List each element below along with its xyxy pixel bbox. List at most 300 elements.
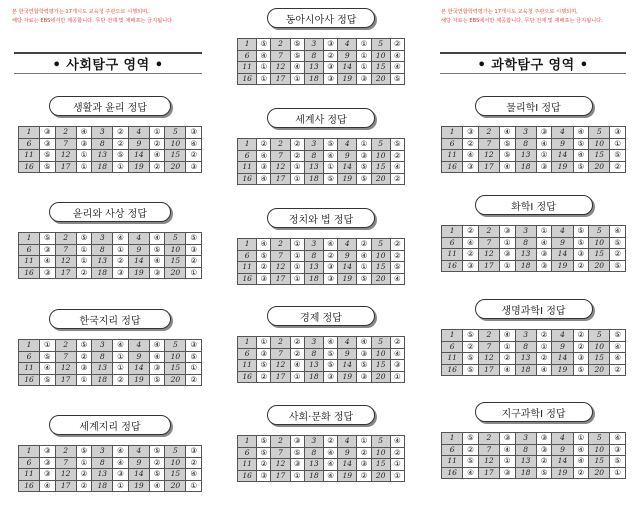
question-number: 3	[515, 433, 536, 445]
answer-value: ④	[324, 470, 338, 482]
answer-value: ③	[257, 273, 271, 285]
question-number: 6	[19, 351, 40, 363]
question-number: 13	[304, 262, 323, 274]
answer-value: ⑤	[257, 436, 271, 448]
answer-value: ⑤	[290, 50, 304, 62]
answer-value: ⑤	[40, 233, 55, 245]
question-number: 3	[304, 337, 323, 349]
answer-row	[442, 444, 626, 456]
answer-section	[237, 405, 405, 482]
answer-row	[238, 273, 405, 285]
answer-row	[19, 161, 202, 173]
answer-row	[19, 480, 202, 492]
answer-row	[238, 348, 405, 360]
answer-value: ⑤	[257, 39, 271, 51]
answer-section	[237, 208, 405, 285]
answer-value: ⑤	[463, 353, 479, 365]
question-number: 9	[128, 351, 149, 363]
answer-value: ①	[610, 467, 626, 479]
answer-value: ④	[573, 150, 589, 162]
question-number: 16	[238, 173, 257, 185]
answer-value: ①	[186, 363, 202, 375]
answer-value: ③	[40, 138, 55, 150]
question-number: 5	[371, 337, 390, 349]
question-number: 12	[478, 150, 499, 162]
answer-value: ④	[536, 237, 552, 249]
question-number: 14	[552, 150, 573, 162]
answer-value: ②	[257, 262, 271, 274]
question-number: 13	[515, 150, 536, 162]
answer-value: ②	[149, 457, 164, 469]
answer-row	[238, 239, 405, 251]
question-number: 7	[55, 457, 76, 469]
answer-value: ③	[40, 127, 55, 139]
answer-value: ②	[610, 364, 626, 376]
question-number: 6	[19, 138, 40, 150]
question-number: 2	[478, 433, 499, 445]
answer-value: ⑤	[186, 233, 202, 245]
question-number: 4	[338, 39, 357, 51]
question-number: 18	[515, 364, 536, 376]
answer-value: ④	[463, 467, 479, 479]
answer-value: ③	[324, 62, 338, 74]
question-number: 7	[478, 341, 499, 353]
answer-value: ②	[186, 150, 202, 162]
question-number: 11	[238, 62, 257, 74]
question-number: 20	[165, 374, 186, 386]
answer-value: ④	[113, 340, 128, 352]
notice-line: 본 한국연합학력평가는 17개시도 교육청 주관으로 시행되며,	[441, 9, 578, 15]
question-number: 1	[442, 127, 463, 139]
answer-section	[441, 299, 626, 376]
question-number: 3	[92, 340, 113, 352]
question-number: 15	[165, 469, 186, 481]
answer-value: ⑤	[149, 446, 164, 458]
question-number: 20	[371, 173, 390, 185]
question-number: 15	[371, 360, 390, 372]
answer-value: ⑤	[610, 150, 626, 162]
question-number: 20	[371, 371, 390, 383]
question-number: 16	[238, 73, 257, 85]
question-number: 9	[128, 138, 149, 150]
question-number: 17	[271, 273, 290, 285]
answer-value: ③	[610, 127, 626, 139]
question-number: 15	[589, 353, 610, 365]
answer-row	[19, 138, 202, 150]
answer-value: ①	[113, 363, 128, 375]
answer-value: ②	[463, 249, 479, 261]
answer-value: ①	[290, 73, 304, 85]
notice-line: 해당 자료는 EBS에서만 제공합니다. 무단 전재 및 재배포는 금지됩니다.	[12, 18, 174, 24]
answer-table	[237, 38, 405, 85]
answer-value: ④	[390, 162, 404, 174]
answer-value: ④	[290, 62, 304, 74]
question-number: 16	[442, 467, 463, 479]
question-number: 6	[238, 250, 257, 262]
answer-row	[442, 127, 626, 139]
question-number: 14	[128, 469, 149, 481]
answer-value: ④	[324, 447, 338, 459]
answer-table	[237, 435, 405, 482]
answer-value: ④	[76, 127, 91, 139]
question-number: 1	[442, 226, 463, 238]
answer-value: ②	[390, 337, 404, 349]
question-number: 5	[165, 340, 186, 352]
answer-value: ③	[40, 469, 55, 481]
question-number: 8	[304, 150, 323, 162]
answer-table	[441, 329, 626, 376]
answer-value: ⑤	[390, 139, 404, 151]
question-number: 19	[552, 161, 573, 173]
answer-value: ①	[500, 341, 516, 353]
answer-value: ④	[257, 50, 271, 62]
answer-value: ④	[536, 364, 552, 376]
answer-value: ③	[186, 446, 202, 458]
answer-value: ①	[113, 244, 128, 256]
question-number: 2	[271, 239, 290, 251]
question-number: 10	[371, 447, 390, 459]
answer-table	[18, 339, 202, 386]
answer-value: ②	[610, 161, 626, 173]
question-number: 5	[165, 127, 186, 139]
question-number: 11	[442, 456, 463, 468]
answer-value: ④	[500, 444, 516, 456]
answer-row	[19, 267, 202, 279]
question-number: 5	[589, 127, 610, 139]
answer-section	[18, 415, 202, 492]
answer-value: ①	[290, 173, 304, 185]
question-number: 17	[271, 371, 290, 383]
question-number: 11	[442, 249, 463, 261]
question-number: 6	[19, 457, 40, 469]
question-number: 15	[371, 62, 390, 74]
notice-right	[441, 8, 603, 26]
question-number: 7	[55, 244, 76, 256]
answer-row	[238, 73, 405, 85]
answer-value: ①	[573, 433, 589, 445]
answer-value: ③	[536, 433, 552, 445]
question-number: 16	[442, 161, 463, 173]
answer-row	[442, 353, 626, 365]
section-title: 물리학Ⅰ 정답	[475, 96, 593, 116]
answer-row	[19, 351, 202, 363]
answer-value: ④	[113, 233, 128, 245]
answer-value: ③	[186, 340, 202, 352]
question-number: 1	[442, 330, 463, 342]
answer-value: ④	[113, 457, 128, 469]
answer-value: ⑤	[40, 161, 55, 173]
question-number: 19	[338, 73, 357, 85]
answer-value: ③	[40, 457, 55, 469]
answer-row	[238, 262, 405, 274]
question-number: 13	[304, 459, 323, 471]
answer-value: ⑤	[463, 364, 479, 376]
question-number: 20	[371, 273, 390, 285]
answer-value: ④	[573, 456, 589, 468]
answer-value: ①	[357, 139, 371, 151]
answer-value: ④	[500, 161, 516, 173]
answer-value: ④	[463, 237, 479, 249]
question-number: 12	[271, 459, 290, 471]
answer-section	[18, 96, 202, 173]
question-number: 20	[165, 161, 186, 173]
question-number: 18	[92, 161, 113, 173]
question-number: 19	[552, 260, 573, 272]
section-title: 윤리와 사상 정답	[49, 202, 171, 222]
answer-row	[19, 374, 202, 386]
answer-value: ②	[149, 138, 164, 150]
answer-value: ①	[113, 161, 128, 173]
answer-value: ④	[257, 150, 271, 162]
question-number: 18	[515, 161, 536, 173]
answer-value: ③	[40, 446, 55, 458]
answer-value: ⑤	[573, 138, 589, 150]
question-number: 6	[19, 244, 40, 256]
question-number: 4	[338, 337, 357, 349]
question-number: 2	[271, 337, 290, 349]
answer-row	[238, 250, 405, 262]
question-number: 14	[338, 62, 357, 74]
answer-value: ②	[257, 371, 271, 383]
answer-value: ②	[573, 260, 589, 272]
answer-value: ①	[290, 470, 304, 482]
question-number: 19	[128, 267, 149, 279]
question-number: 15	[165, 150, 186, 162]
question-number: 19	[552, 467, 573, 479]
answer-value: ③	[290, 436, 304, 448]
question-number: 14	[338, 459, 357, 471]
answer-table	[441, 126, 626, 173]
answer-row	[238, 470, 405, 482]
answer-row	[442, 467, 626, 479]
question-number: 16	[238, 470, 257, 482]
question-number: 11	[442, 353, 463, 365]
answer-value: ③	[573, 249, 589, 261]
section-title: 생명과학Ⅰ 정답	[475, 299, 593, 319]
answer-value: ⑤	[324, 360, 338, 372]
question-number: 16	[19, 267, 40, 279]
question-number: 2	[271, 436, 290, 448]
answer-value: ⑤	[76, 233, 91, 245]
answer-value: ④	[186, 138, 202, 150]
answer-value: ③	[357, 73, 371, 85]
question-number: 9	[128, 244, 149, 256]
question-number: 3	[515, 330, 536, 342]
answer-section	[441, 402, 626, 479]
question-number: 1	[442, 433, 463, 445]
answer-value: ④	[149, 256, 164, 268]
question-number: 12	[478, 456, 499, 468]
section-title: 정치와 법 정답	[267, 208, 375, 228]
answer-row	[238, 50, 405, 62]
answer-table	[441, 225, 626, 272]
answer-value: ②	[463, 226, 479, 238]
answer-value: ③	[536, 249, 552, 261]
answer-value: ④	[390, 62, 404, 74]
question-number: 17	[271, 73, 290, 85]
answer-value: ③	[149, 267, 164, 279]
answer-value: ②	[500, 353, 516, 365]
question-number: 9	[338, 250, 357, 262]
question-number: 17	[55, 374, 76, 386]
answer-row	[238, 436, 405, 448]
question-number: 7	[271, 447, 290, 459]
question-number: 12	[478, 353, 499, 365]
answer-value: ①	[357, 39, 371, 51]
question-number: 9	[128, 457, 149, 469]
section-title: 경제 정답	[267, 306, 375, 326]
answer-row	[442, 138, 626, 150]
answer-value: ⑤	[573, 364, 589, 376]
question-number: 15	[589, 456, 610, 468]
answer-value: ⑤	[390, 262, 404, 274]
question-number: 13	[515, 249, 536, 261]
answer-value: ⑤	[357, 273, 371, 285]
answer-value: ④	[149, 351, 164, 363]
question-number: 12	[271, 62, 290, 74]
answer-value: ①	[390, 459, 404, 471]
answer-value: ⑤	[40, 351, 55, 363]
question-number: 6	[442, 237, 463, 249]
question-number: 4	[552, 433, 573, 445]
question-number: 20	[589, 364, 610, 376]
answer-value: ④	[324, 459, 338, 471]
question-number: 10	[371, 50, 390, 62]
question-number: 10	[371, 250, 390, 262]
question-number: 4	[128, 446, 149, 458]
answer-value: ②	[357, 447, 371, 459]
answer-value: ④	[149, 340, 164, 352]
question-number: 3	[304, 39, 323, 51]
question-number: 11	[19, 469, 40, 481]
answer-row	[238, 162, 405, 174]
answer-value: ③	[324, 39, 338, 51]
question-number: 15	[165, 256, 186, 268]
answer-value: ⑤	[357, 360, 371, 372]
question-number: 19	[552, 364, 573, 376]
question-number: 5	[165, 446, 186, 458]
question-number: 17	[478, 260, 499, 272]
question-number: 13	[304, 162, 323, 174]
question-number: 17	[478, 467, 499, 479]
answer-value: ④	[324, 337, 338, 349]
answer-value: ⑤	[324, 348, 338, 360]
question-number: 14	[128, 363, 149, 375]
question-number: 18	[92, 267, 113, 279]
question-number: 17	[55, 480, 76, 492]
question-number: 14	[552, 353, 573, 365]
question-number: 18	[304, 371, 323, 383]
answer-value: ①	[113, 351, 128, 363]
question-number: 16	[238, 273, 257, 285]
question-number: 18	[304, 173, 323, 185]
answer-value: ②	[290, 348, 304, 360]
answer-row	[19, 233, 202, 245]
answer-value: ⑤	[500, 138, 516, 150]
question-number: 19	[338, 371, 357, 383]
answer-value: ③	[463, 260, 479, 272]
question-number: 6	[238, 447, 257, 459]
question-number: 5	[371, 39, 390, 51]
answer-row	[442, 249, 626, 261]
answer-row	[238, 447, 405, 459]
answer-value: ①	[257, 62, 271, 74]
answer-value: ⑤	[290, 39, 304, 51]
answer-value: ②	[257, 459, 271, 471]
question-number: 6	[238, 348, 257, 360]
answer-value: ①	[149, 127, 164, 139]
question-number: 7	[478, 444, 499, 456]
answer-table	[18, 126, 202, 173]
answer-value: ④	[610, 341, 626, 353]
answer-row	[19, 457, 202, 469]
answer-value: ②	[463, 444, 479, 456]
question-number: 18	[515, 467, 536, 479]
answer-table	[441, 432, 626, 479]
question-number: 11	[238, 360, 257, 372]
section-title: 동아시아사 정답	[267, 8, 375, 28]
answer-value: ④	[324, 239, 338, 251]
answer-row	[19, 127, 202, 139]
answer-value: ⑤	[357, 162, 371, 174]
answer-value: ②	[536, 456, 552, 468]
answer-value: ②	[357, 239, 371, 251]
answer-value: ⑤	[500, 150, 516, 162]
answer-table	[237, 138, 405, 185]
answer-value: ③	[324, 371, 338, 383]
answer-value: ①	[290, 262, 304, 274]
question-number: 19	[128, 374, 149, 386]
answer-value: ③	[113, 469, 128, 481]
answer-table	[237, 336, 405, 383]
answer-value: ②	[390, 150, 404, 162]
answer-row	[442, 364, 626, 376]
question-number: 5	[371, 436, 390, 448]
answer-value: ①	[257, 73, 271, 85]
answer-row	[238, 139, 405, 151]
question-number: 5	[589, 226, 610, 238]
question-number: 10	[165, 244, 186, 256]
answer-section	[237, 8, 405, 85]
answer-value: ③	[186, 161, 202, 173]
question-number: 6	[238, 150, 257, 162]
question-number: 8	[515, 444, 536, 456]
question-number: 4	[552, 127, 573, 139]
answer-value: ⑤	[390, 73, 404, 85]
question-number: 9	[338, 348, 357, 360]
question-number: 11	[238, 162, 257, 174]
question-number: 17	[478, 364, 499, 376]
answer-value: ③	[257, 162, 271, 174]
answer-value: ④	[149, 480, 164, 492]
answer-value: ④	[573, 127, 589, 139]
question-number: 13	[515, 456, 536, 468]
answer-value: ③	[357, 150, 371, 162]
question-number: 4	[552, 330, 573, 342]
answer-table	[18, 232, 202, 279]
answer-value: ④	[40, 256, 55, 268]
answer-row	[442, 433, 626, 445]
question-number: 20	[165, 267, 186, 279]
answer-value: ⑤	[40, 374, 55, 386]
answer-value: ④	[390, 50, 404, 62]
question-number: 11	[442, 150, 463, 162]
question-number: 18	[304, 273, 323, 285]
answer-value: ⑤	[536, 467, 552, 479]
answer-row	[238, 62, 405, 74]
answer-section	[237, 108, 405, 185]
question-number: 13	[515, 353, 536, 365]
